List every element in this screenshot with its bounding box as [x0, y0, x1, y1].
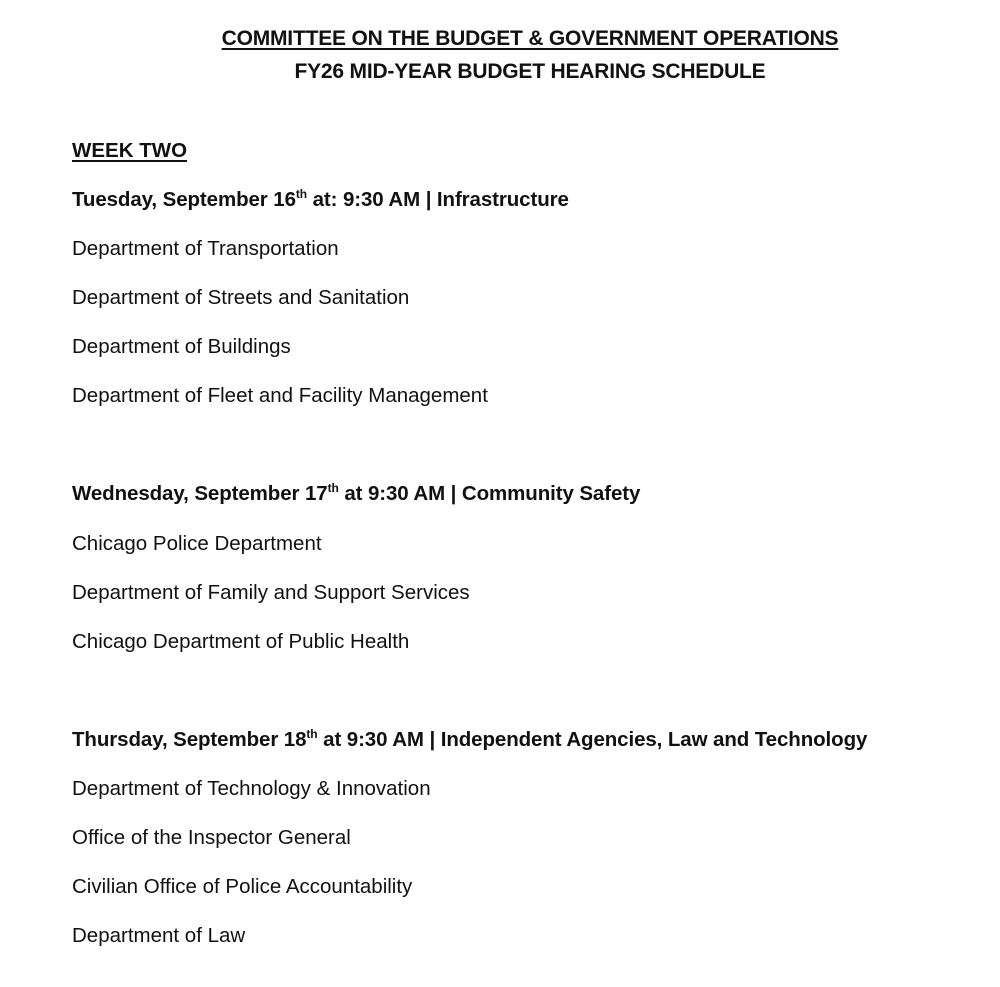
committee-title: COMMITTEE ON THE BUDGET & GOVERNMENT OPERATIONS — [221, 27, 839, 50]
department-item: Department of Law — [72, 924, 246, 947]
day-date: Thursday, September 18 — [72, 728, 307, 751]
department-item: Department of Transportation — [72, 237, 339, 260]
date-ordinal: th — [306, 727, 318, 742]
department-item: Office of the Inspector General — [72, 826, 351, 849]
department-item: Department of Technology & Innovation — [72, 777, 431, 800]
title-block — [60, 22, 1000, 88]
day-heading-tuesday — [72, 187, 569, 213]
department-item: Civilian Office of Police Accountability — [72, 875, 413, 898]
department-item: Department of Buildings — [72, 335, 291, 358]
day-time-topic: at: 9:30 AM | Infrastructure — [307, 188, 569, 211]
department-item: Department of Streets and Sanitation — [72, 286, 410, 309]
day-heading-wednesday — [72, 481, 640, 507]
date-ordinal: th — [295, 187, 308, 202]
department-item: Department of Family and Support Services — [72, 581, 470, 604]
schedule-subtitle: FY26 MID-YEAR BUDGET HEARING SCHEDULE — [294, 60, 766, 83]
day-time-topic: at 9:30 AM | Community Safety — [338, 482, 641, 505]
department-item: Chicago Police Department — [72, 532, 322, 555]
day-time-topic: at 9:30 AM | Independent Agencies, Law and Technology — [317, 728, 868, 751]
date-ordinal: th — [327, 481, 339, 496]
week-label: WEEK TWO — [72, 139, 188, 162]
day-date: Wednesday, September 17 — [72, 482, 328, 505]
department-item: Chicago Department of Public Health — [72, 630, 410, 653]
day-heading-thursday — [72, 727, 867, 753]
department-item: Department of Fleet and Facility Management — [72, 384, 488, 407]
day-date: Tuesday, September 16 — [72, 188, 296, 211]
